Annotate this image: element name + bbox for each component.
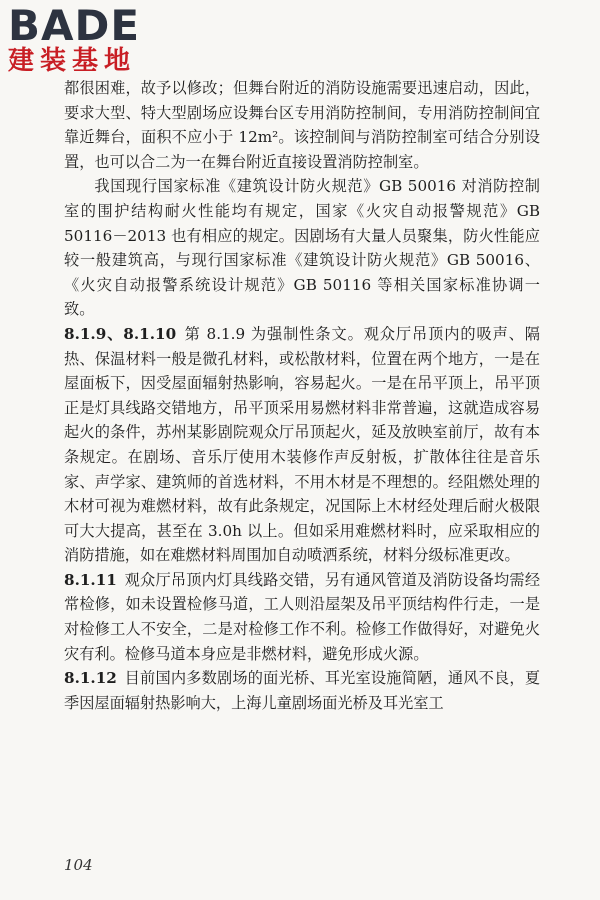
clause-text: 第 8.1.9 为强制性条文。观众厅吊顶内的吸声、隔热、保温材料一般是微孔材料，或松散材料，位置在两个地方，一是在屋面板下，因受屋面辐射热影响，容易起火。一是在吊平顶上，吊平顶正是灯具线路交错地方，吊平顶采用易燃材料非常普遍，这就造成容易起火的条件，苏州某影剧院观众厅吊顶起火，延及放映室前厅，故有本条规定。在剧场、音乐厅使用木装修作声反射板，扩散体往往是音乐家、声学家、建筑师的首选材料，不用木材是不理想的。经阻燃处理的木材可视为难燃材料，故有此条规定，况国际上木材经处理后耐火极限可大大提高，甚至在 3.0h 以上。但如采用难燃材料时，应采取相应的消防措施，如在难燃材料周围加自动喷洒系统，材料分级标准更改。	[64, 324, 540, 565]
page-number: 104	[64, 856, 93, 874]
clause-8-1-11	[64, 568, 540, 666]
clause-number: 8.1.12	[64, 669, 117, 688]
watermark-brand-latin: BADE	[8, 1, 141, 50]
clause-text: 观众厅吊顶内灯具线路交错，另有通风管道及消防设备均需经常检修，如未设置检修马道，工人则沿屋架及吊平顶结构件行走，一是对检修工人不安全，二是对检修工作不利。检修工作做得好，对避免火灾有利。检修马道本身应是非燃材料，避免形成火源。	[64, 570, 540, 663]
paragraph-body	[64, 174, 540, 322]
paragraph-text: 我国现行国家标准《建筑设计防火规范》GB 50016 对消防控制室的围护结构耐火性能均有规定，国家《火灾自动报警规范》GB 50116－2013 也有相应的规定。因剧场有大量人员聚集，防火性能应较一般建筑高，与现行国家标准《建筑设计防火规范》GB 50016、《火灾自动报警系统设计规范》GB 50116 等相关国家标准协调一致。	[64, 177, 540, 319]
clause-8-1-9-10	[64, 322, 540, 568]
watermark-brand-chinese: 建装基地	[8, 46, 137, 76]
clause-number: 8.1.9、8.1.10	[64, 324, 177, 343]
bade-watermark-logo	[8, 1, 178, 76]
clause-8-1-12	[64, 666, 540, 715]
clause-text: 目前国内多数剧场的面光桥、耳光室设施简陋，通风不良，夏季因屋面辐射热影响大，上海儿童剧场面光桥及耳光室工	[64, 669, 540, 712]
page-content	[64, 76, 540, 715]
paragraph-text: 都很困难，故予以修改；但舞台附近的消防设施需要迅速启动，因此，要求大型、特大型剧场应设舞台区专用消防控制间，专用消防控制间宜靠近舞台，面积不应小于 12m²。该控制间与消防控制室可结合分别设置，也可以合二为一在舞台附近直接设置消防控制室。	[64, 79, 540, 171]
clause-number: 8.1.11	[64, 570, 117, 589]
paragraph-continuation	[64, 76, 540, 174]
